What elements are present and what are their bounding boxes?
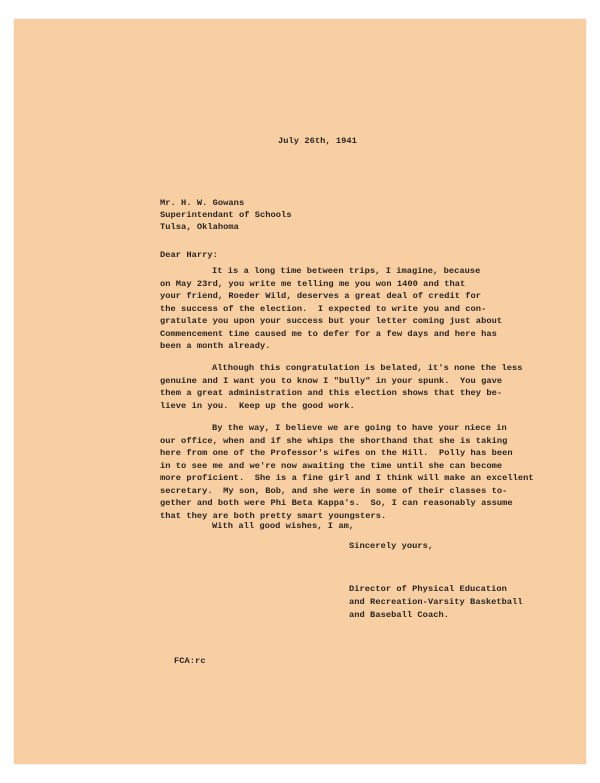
letter-date: July 26th, 1941 <box>278 136 357 146</box>
letter-page <box>14 19 586 764</box>
body-line: lieve in you. Keep up the good work. <box>160 401 355 411</box>
body-line: on May 23rd, you write me telling me you won 1400 and that <box>160 279 466 289</box>
body-line: that they are both pretty smart youngsters. <box>160 511 387 521</box>
signature-title: Director of Physical Education <box>349 584 507 594</box>
recipient-title: Superintendant of Schools <box>160 210 292 220</box>
body-line: been a month already. <box>160 341 271 351</box>
body-line: gratulate you upon your success but your letter coming just about <box>160 316 503 326</box>
body-line: Although this congratulation is belated, it's none the less <box>212 363 523 373</box>
body-line: Commencement time caused me to defer for a few days and here has <box>160 329 497 339</box>
body-line: them a great administration and this election shows that they be- <box>160 388 503 398</box>
salutation: Dear Harry: <box>160 250 218 260</box>
recipient-name: Mr. H. W. Gowans <box>160 198 245 208</box>
body-line: your friend, Roeder Wild, deserves a great deal of credit for <box>160 291 482 301</box>
body-line: It is a long time between trips, I imagine, because <box>212 266 481 276</box>
body-line: more proficient. She is a fine girl and I think will make an excellent <box>160 473 534 483</box>
body-line: gether and both were Phi Beta Kappa's. So, I can reasonably assume <box>160 498 513 508</box>
body-line: secretary. My son, Bob, and she were in some of their classes to- <box>160 486 508 496</box>
body-line: in to see me and we're now awaiting the time until she can become <box>160 461 503 471</box>
body-line: here from one of the Professor's wifes on the Hill. Polly has been <box>160 448 513 458</box>
recipient-location: Tulsa, Oklahoma <box>160 222 239 232</box>
body-line: By the way, I believe we are going to have your niece in <box>212 423 507 433</box>
body-line: With all good wishes, I am, <box>212 521 355 531</box>
reference-initials: FCA:rc <box>174 656 206 666</box>
closing: Sincerely yours, <box>349 541 434 551</box>
body-line: our office, when and if she whips the shorthand that she is taking <box>160 436 508 446</box>
signature-title: and Recreation-Varsity Basketball <box>349 597 523 607</box>
body-line: genuine and I want you to know I "bully" in your spunk. You gave <box>160 376 503 386</box>
body-line: the success of the election. I expected to write you and con- <box>160 304 487 314</box>
signature-title: and Baseball Coach. <box>349 610 450 620</box>
